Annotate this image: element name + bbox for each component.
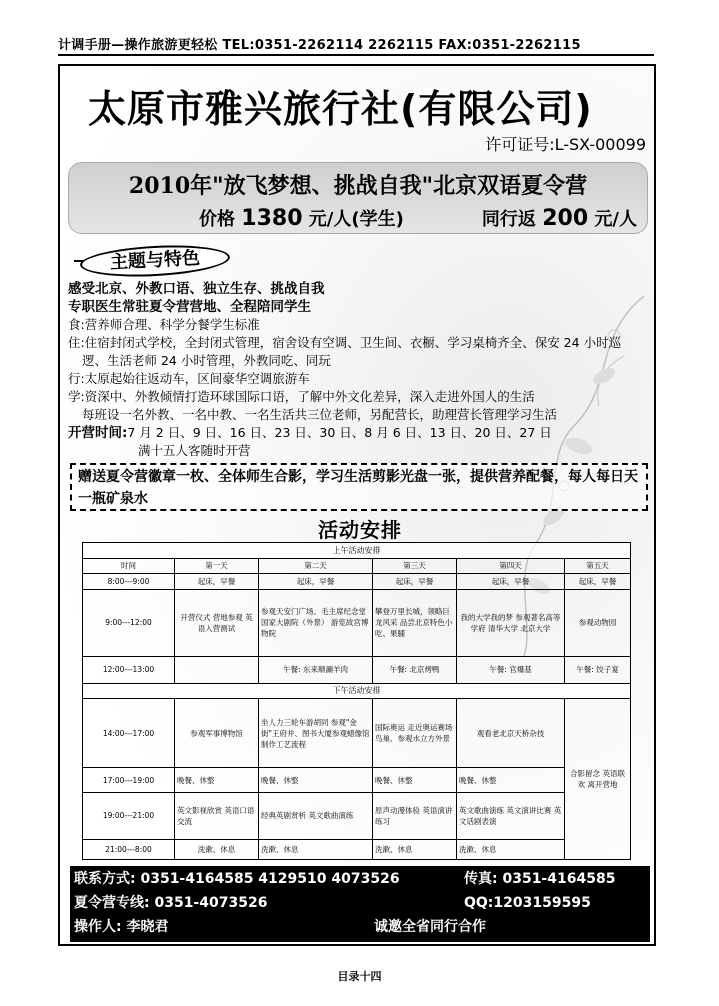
schedule-table (82, 542, 631, 860)
time-cell: 19:00---21:00 (83, 793, 175, 840)
schedule-cell (175, 656, 259, 683)
banner-price (199, 205, 404, 231)
schedule-cell: 国际奥运 走近奥运赛场 鸟巢、参观水立方外景 (373, 699, 457, 768)
time-cell: 8:00---9:00 (83, 574, 175, 590)
schedule-cell: 观看老北京天桥杂技 (457, 699, 565, 768)
time-cell: 17:00---19:00 (83, 768, 175, 793)
schedule-cell: 经典英剧赏析 英文歌曲演练 (259, 793, 373, 840)
feature-line: 感受北京、外教口语、独立生存、挑战自我 (68, 281, 325, 297)
header-rule (58, 54, 654, 56)
schedule-cell: 晚餐、休整 (175, 768, 259, 793)
contact-phone: 联系方式: 0351-4164585 4129510 4073526 (74, 871, 400, 887)
time-cell: 14:00---17:00 (83, 699, 175, 768)
contact-bar (70, 866, 650, 942)
feature-travel: 行:太原起始往返动车，区间豪华空调旅游车 (68, 371, 310, 386)
col-header: 第五天 (565, 558, 631, 574)
feature-study-cont: 每班设一名外教、一名中教、一名生活共三位老师，另配营长，助理营长管理学习生活 (82, 407, 558, 422)
schedule-cell: 起床，早餐 (565, 574, 631, 590)
schedule-cell: 午餐: 饺子宴 (565, 656, 631, 683)
contact-qq: QQ:1203159595 (464, 895, 591, 911)
contact-slogan: 诚邀全省同行合作 (374, 919, 486, 935)
schedule-cell: 参观天安门广场、毛主席纪念堂 国家大剧院（外景） 游览故宫博物院 (259, 589, 373, 656)
schedule-cell: 我的大学我的梦 参观著名高等学府 清华大学 北京大学 (457, 589, 565, 656)
feature-open (68, 424, 653, 442)
schedule-cell: 晚餐、休整 (259, 768, 373, 793)
schedule-cell: 开营仪式 营地参观 英语入营测试 (175, 589, 259, 656)
schedule-cell: 起床，早餐 (457, 574, 565, 590)
price-value: 1380 (241, 206, 303, 231)
flyer-frame (58, 64, 656, 946)
schedule-cell: 攀登万里长城，领略巨龙风采 品尝北京特色小吃、果脯 (373, 589, 457, 656)
banner-rebate (482, 205, 637, 231)
rebate-label: 同行返 (481, 209, 536, 230)
schedule-cell: 午餐: 北京烤鸭 (373, 656, 457, 683)
banner-title: 2010年"放飞梦想、挑战自我"北京双语夏令营 (128, 173, 588, 199)
activity-title: 活动安排 (318, 518, 402, 542)
schedule-cell: 英文影视欣赏 英语口语交流 (175, 793, 259, 840)
feature-stay: 住:住宿封闭式学校，全封闭式管理，宿舍设有空调、卫生间、衣橱、学习桌椅齐全、保安 24 小时巡 (68, 335, 622, 350)
price-label: 价格 (199, 209, 235, 230)
am-header: 上午活动安排 (83, 543, 631, 559)
price-unit: 元/人(学生) (308, 209, 404, 230)
contact-fax: 传真: 0351-4164585 (464, 871, 616, 887)
gift-box: 赠送夏令营徽章一枚、全体师生合影，学习生活剪影光盘一张，提供营养配餐，每人每日天一瓶矿泉水 (70, 463, 648, 511)
company-name: 太原市雅兴旅行社(有限公司) (88, 87, 593, 131)
schedule-cell: 参观动物园 (565, 589, 631, 656)
license-number: 许可证号:L-SX-00099 (485, 135, 646, 154)
feature-line: 专职医生常驻夏令营营地、全程陪同学生 (68, 299, 311, 315)
schedule-cell: 起床，早餐 (259, 574, 373, 590)
contact-operator: 操作人: 李晓君 (74, 919, 169, 935)
schedule-cell: 起床，早餐 (175, 574, 259, 590)
features-list (68, 280, 653, 460)
schedule-cell: 洗漱、休息 (175, 839, 259, 859)
schedule-cell: 洗漱、休息 (457, 839, 565, 859)
schedule-cell: 原声动漫体验 英语演讲练习 (373, 793, 457, 840)
time-cell: 12:00---13:00 (83, 656, 175, 683)
promo-banner (68, 162, 648, 234)
rebate-unit: 元/人 (594, 209, 637, 230)
schedule-cell: 参观军事博物馆 (175, 699, 259, 768)
schedule-cell: 晚餐、休整 (373, 768, 457, 793)
pm-header: 下午活动安排 (83, 683, 631, 699)
schedule-cell: 午餐: 官爆基 (457, 656, 565, 683)
open-note: 满十五人客随时开营 (138, 443, 251, 458)
col-header: 时间 (83, 558, 175, 574)
theme-tag: 主题与特色 (79, 242, 230, 280)
schedule-cell-final: 合影留念 英语联欢 离开营地 (565, 699, 631, 860)
schedule-cell: 晚餐、休整 (457, 768, 565, 793)
rebate-value: 200 (542, 206, 589, 231)
page-footer: 目录十四 (337, 970, 382, 983)
col-header: 第一天 (175, 558, 259, 574)
open-dates: 7 月 2 日、9 日、16 日、23 日、30 日、8 月 6 日、13 日、20 日、27 日 (127, 425, 552, 440)
header-line: 计调手册—操作旅游更轻松 TEL:0351-2262114 2262115 FAX:0351-2262115 (58, 38, 581, 53)
open-label: 开营时间: (68, 425, 128, 441)
feature-food: 食:营养师合理、科学分餐学生标准 (68, 317, 260, 332)
col-header: 第三天 (373, 558, 457, 574)
schedule-cell: 午餐: 东来顺涮羊肉 (259, 656, 373, 683)
time-cell: 21:00---8:00 (83, 839, 175, 859)
contact-hotline: 夏令营专线: 0351-4073526 (74, 895, 268, 911)
col-header: 第四天 (457, 558, 565, 574)
feature-stay-cont: 逻、生活老师 24 小时管理，外教同吃、同玩 (82, 353, 331, 368)
schedule-cell: 起床，早餐 (373, 574, 457, 590)
feature-study: 学:资深中、外教倾情打造环球国际口语，了解中外文化差异，深入走进外国人的生活 (68, 389, 535, 404)
schedule-cell: 洗漱、休息 (259, 839, 373, 859)
schedule-cell: 英文歌曲演练 英文演讲比赛 英文话剧表演 (457, 793, 565, 840)
schedule-cell: 洗漱、休息 (373, 839, 457, 859)
time-cell: 9:00---12:00 (83, 589, 175, 656)
col-header: 第二天 (259, 558, 373, 574)
schedule-cell: 坐人力三轮车游胡同 参观"金街"王府井、图书大厦参观蜡像馆 制作工艺流程 (259, 699, 373, 768)
